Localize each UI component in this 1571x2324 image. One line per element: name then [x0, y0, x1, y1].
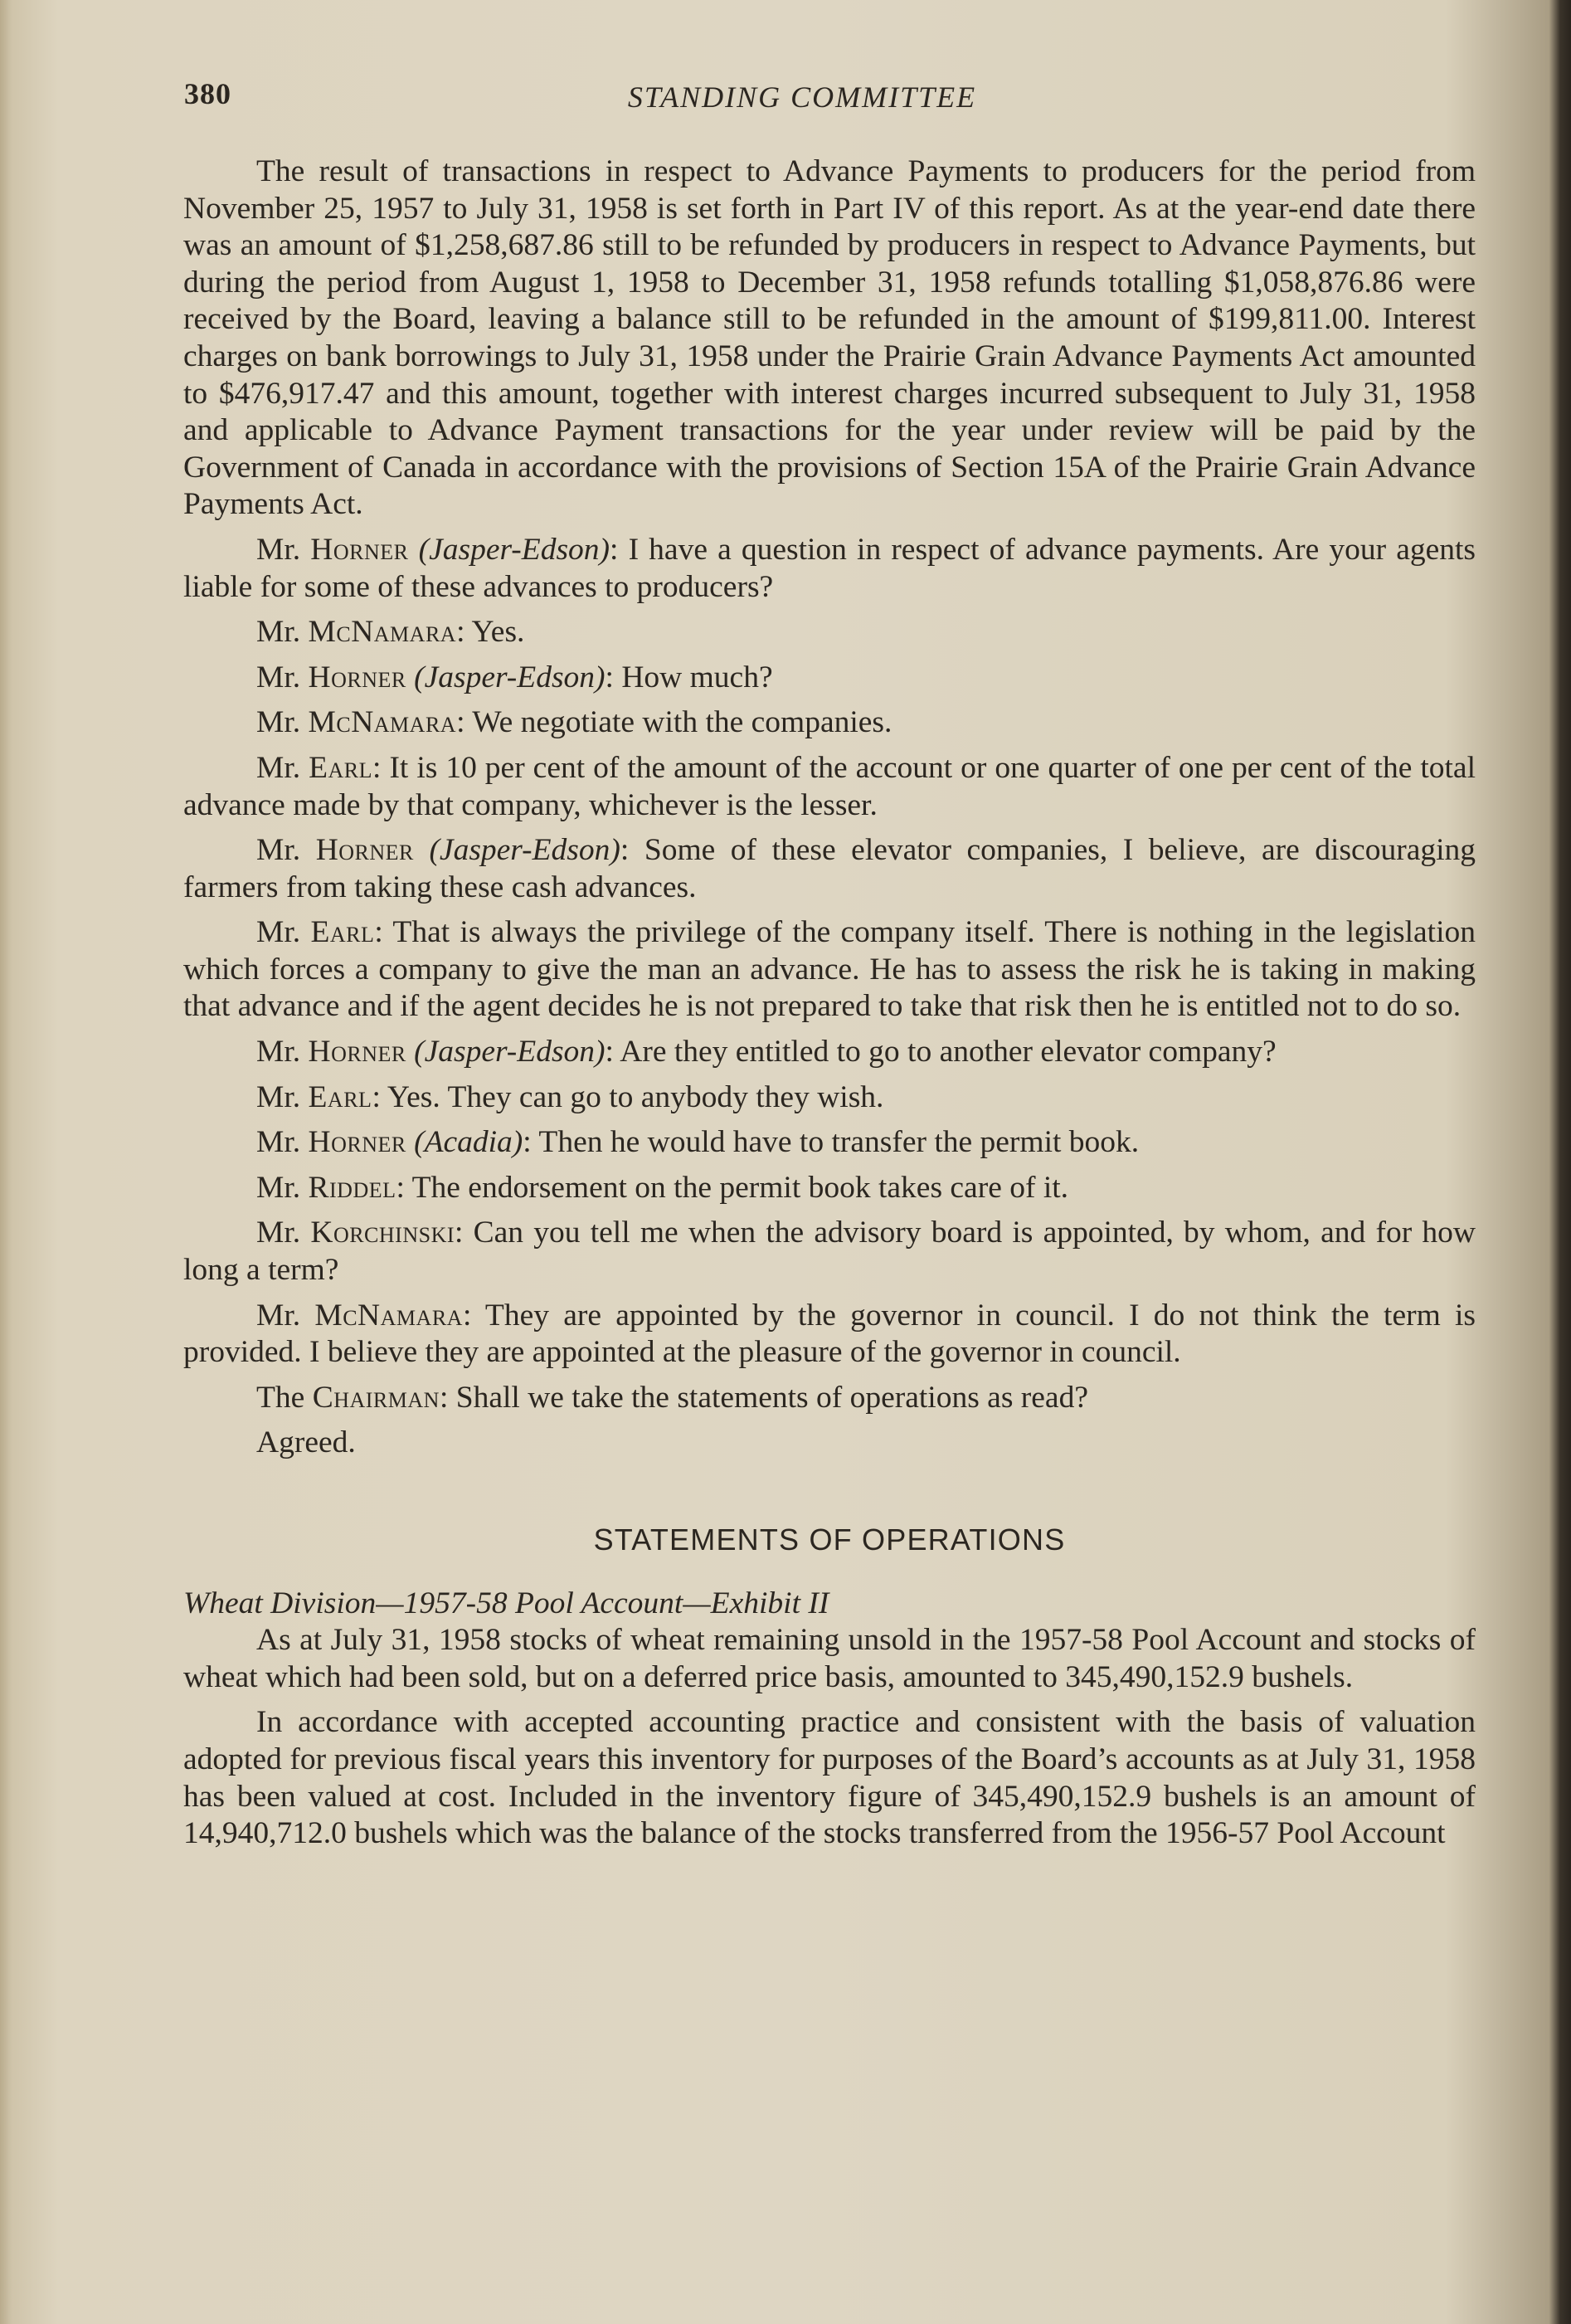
speaker-name: Earl [308, 1079, 372, 1114]
dialogue-turn: Mr. Korchinski: Can you tell me when the advisory board is appointed, by whom, and for how long a term? [183, 1216, 1476, 1288]
speaker-name: Riddel [308, 1170, 396, 1205]
dialogue-turn: Mr. Horner (Jasper-Edson): How much? [256, 660, 773, 694]
speaker-name: Korchinski [310, 1216, 455, 1250]
dialogue-turn: Mr. Earl: That is always the privilege of the company itself. There is nothing in the legislation which forces a company to give the man an advance. He has to assess the risk he is taking in making that advance and if the agent decides he is not prepared to take that risk then he is entitled not to do so. [183, 915, 1476, 1024]
speaker-name: Earl [310, 915, 375, 950]
running-title: STANDING COMMITTEE [627, 80, 977, 114]
section-subheading: Wheat Division—1957-58 Pool Account—Exhibit II [183, 1586, 829, 1620]
dialogue-turn: Mr. Horner (Jasper-Edson): Some of these elevator companies, I believe, are discouraging farmers from taking these cash advances. [183, 833, 1476, 904]
speaker-name: Horner [310, 532, 409, 567]
page-body [183, 153, 1476, 1853]
speaker-name: McNamara [314, 1298, 463, 1333]
speaker-name: Horner [308, 660, 406, 694]
intro-paragraph: The result of transactions in respect to Advance Payments to producers for the period from November 25, 1957 to July 31, 1958 is set forth in Part IV of this report. As at the year-end date there was an amount of $1,258,687.86 still to be refunded by producers in respect to Advance Payments, but during the period from August 1, 1958 to December 31, 1958 refunds totalling $1,058,876.86 were received by the Board, leaving a balance still to be refunded in the amount of $199,811.00. Interest charges on bank borrowings to July 31, 1958 under the Prairie Grain Advance Payments Act amounted to $476,917.47 and this amount, together with interest charges incurred subsequent to July 31, 1958 and applicable to Advance Payment transactions for the year under review will be paid by the Government of Canada in accordance with the provisions of Section 15A of the Prairie Grain Advance Payments Act. [183, 154, 1476, 522]
speaker-name: McNamara [308, 705, 457, 740]
dialogue-turn: Mr. Earl: It is 10 per cent of the amount of the account or one quarter of one per cent of the total advance made by that company, whichever is the lesser. [183, 750, 1476, 822]
speaker-riding: (Acadia) [414, 1125, 523, 1160]
section-heading: STATEMENTS OF OPERATIONS [593, 1523, 1066, 1557]
dialogue-turn: Mr. Earl: Yes. They can go to anybody they wish. [256, 1079, 884, 1114]
running-head [0, 76, 1571, 126]
dialogue-turn: The Chairman: Shall we take the statements of operations as read? [256, 1380, 1088, 1415]
speaker-name: Horner [308, 1125, 406, 1160]
speaker-riding: (Jasper-Edson) [429, 833, 620, 868]
section-paragraph: As at July 31, 1958 stocks of wheat remaining unsold in the 1957-58 Pool Account and stocks of wheat which had been sold, but on a deferred price basis, amounted to 345,490,152.9 bushels. [183, 1623, 1476, 1694]
speaker-riding: (Jasper-Edson) [418, 532, 610, 567]
speaker-name: Chairman [312, 1380, 440, 1415]
section-paragraph: In accordance with accepted accounting practice and consistent with the basis of valuation adopted for previous fiscal years this inventory for purposes of the Board’s accounts as at July 31, 1958 has been valued at cost. Included in the inventory figure of 345,490,152.9 bushels is an amount of 14,940,712.0 bushels which was the balance of the stocks transferred from the 1956-57 Pool Account [183, 1705, 1476, 1851]
speaker-riding: (Jasper-Edson) [414, 1035, 606, 1069]
dialogue-turn: Mr. Horner (Jasper-Edson): I have a question in respect of advance payments. Are your agents liable for some of these advances to producers? [183, 532, 1476, 604]
page-number: 380 [184, 77, 231, 110]
dialogue-turn: Mr. Horner (Jasper-Edson): Are they entitled to go to another elevator company? [256, 1035, 1277, 1069]
agreed-line: Agreed. [256, 1425, 356, 1460]
dialogue-turn: Mr. McNamara: They are appointed by the governor in council. I do not think the term is provided. I believe they are appointed at the pleasure of the governor in council. [183, 1298, 1476, 1370]
speaker-name: McNamara [308, 615, 457, 650]
dialogue-turn: Mr. McNamara: Yes. [256, 615, 525, 650]
dialogue-turn: Mr. Riddel: The endorsement on the permit book takes care of it. [256, 1170, 1069, 1205]
speaker-riding: (Jasper-Edson) [414, 660, 606, 694]
speaker-name: Horner [315, 833, 414, 868]
dialogue-turn: Mr. Horner (Acadia): Then he would have to transfer the permit book. [256, 1125, 1140, 1160]
speaker-name: Earl [309, 750, 373, 785]
dialogue-turn: Mr. McNamara: We negotiate with the companies. [256, 705, 893, 740]
speaker-name: Horner [308, 1035, 406, 1069]
